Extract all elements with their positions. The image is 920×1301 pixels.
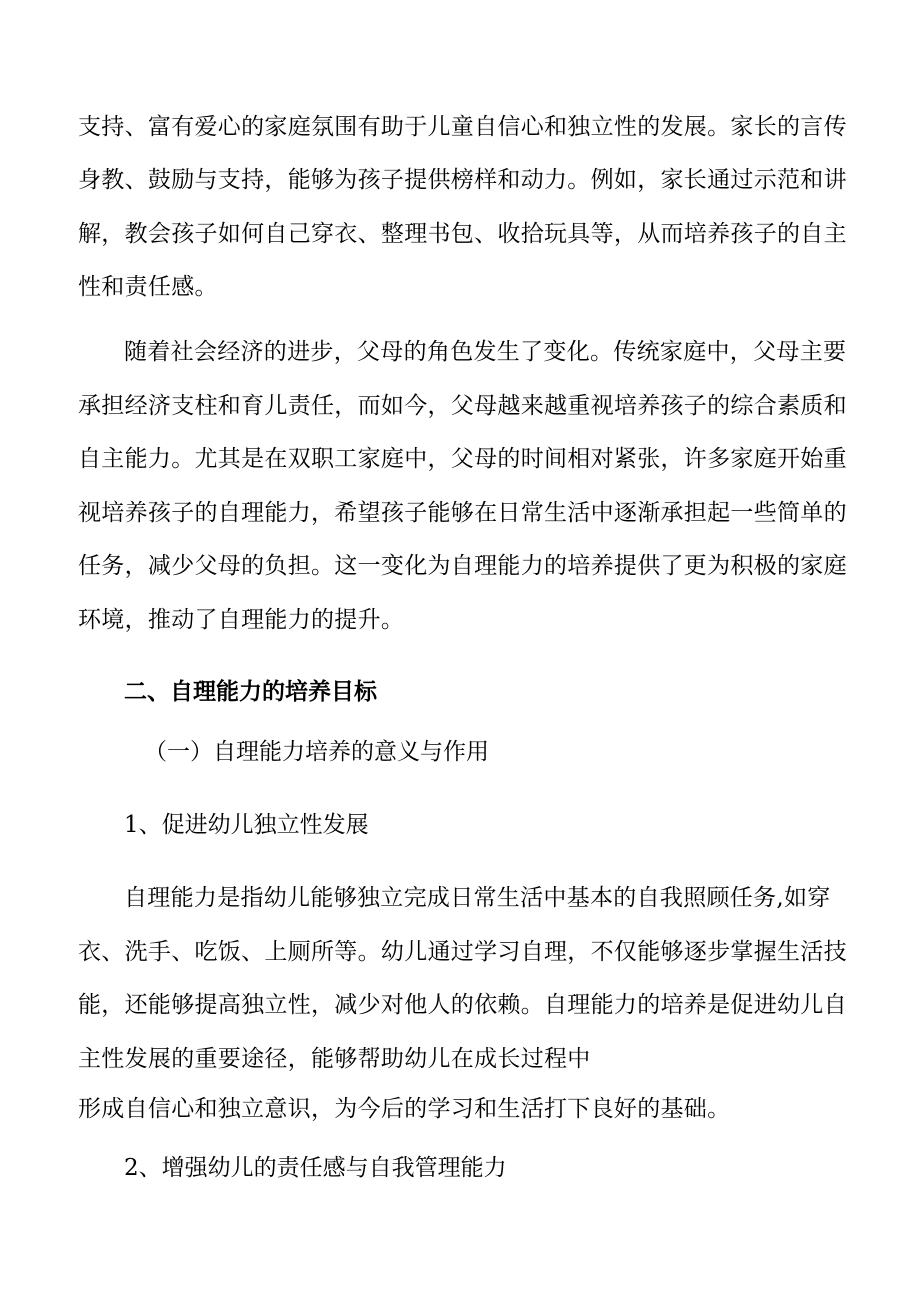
text-line: 解，教会孩子如何自己穿衣、整理书包、收拾玩具等，从而培养孩子的自主 xyxy=(78,221,847,247)
text-line: 支持、富有爱心的家庭氛围有助于儿童自信心和独立性的发展。家长的言传 xyxy=(78,114,847,140)
text-line: 任务，减少父母的负担。这一变化为自理能力的培养提供了更为积极的家庭 xyxy=(78,553,847,579)
section-heading: 二、自理能力的培养目标 xyxy=(124,679,377,705)
text-line: 形成自信心和独立意识，为今后的学习和生活打下良好的基础。 xyxy=(78,1096,731,1122)
text-line: 能，还能够提高独立性，减少对他人的依赖。自理能力的培养是促进幼儿自 xyxy=(78,992,847,1018)
text-line: 性和责任感。 xyxy=(78,274,218,300)
text-line: 承担经济支柱和育儿责任，而如今，父母越来越重视培养孩子的综合素质和 xyxy=(78,393,847,419)
text-line: 随着社会经济的进步，父母的角色发生了变化。传统家庭中，父母主要 xyxy=(124,339,847,365)
item-heading-2: 2、增强幼儿的责任感与自我管理能力 xyxy=(124,1155,507,1181)
text-line: 身教、鼓励与支持，能够为孩子提供榜样和动力。例如，家长通过示范和讲 xyxy=(78,167,847,193)
text-line: 主性发展的重要途径，能够帮助幼儿在成长过程中 xyxy=(78,1046,591,1072)
subsection-heading: （一）自理能力培养的意义与作用 xyxy=(144,739,489,765)
text-line: 视培养孩子的自理能力，希望孩子能够在日常生活中逐渐承担起一些简单的 xyxy=(78,500,847,526)
text-line: 环境，推动了自理能力的提升。 xyxy=(78,607,405,633)
text-line: 衣、洗手、吃饭、上厕所等。幼儿通过学习自理，不仅能够逐步掌握生活技 xyxy=(78,939,847,965)
text-line: 自主能力。尤其是在双职工家庭中，父母的时间相对紧张，许多家庭开始重 xyxy=(78,446,847,472)
text-line: 自理能力是指幼儿能够独立完成日常生活中基本的自我照顾任务,如穿 xyxy=(124,885,831,911)
item-heading-1: 1、促进幼儿独立性发展 xyxy=(124,812,369,838)
